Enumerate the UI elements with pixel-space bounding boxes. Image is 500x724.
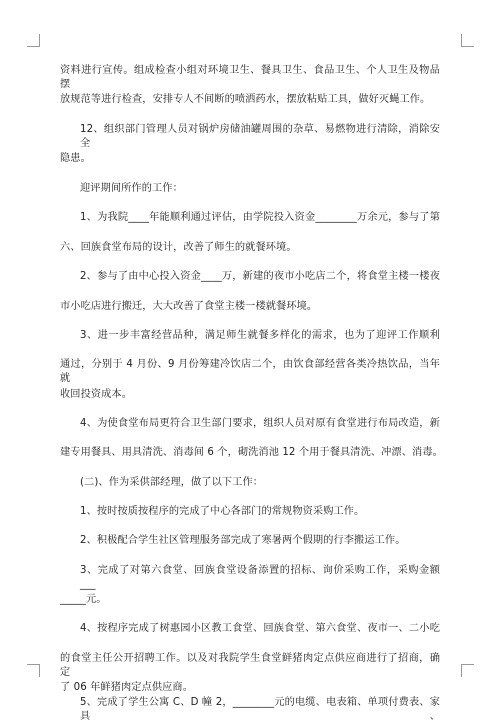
text-line: 通过，分别于 4 月份、9 月份筹建冷饮店二个，由饮食部经营各类冷热饮品，当年就 (60, 359, 440, 384)
text-line: 3、进一步丰富经营品种，满足师生就餐多样化的需求，也为了迎评工作顺利 (80, 330, 440, 341)
text-line: _____元。 (60, 594, 107, 605)
text-line: 1、为我院____年能顺利通过评估，由学院投入资金________万余元，参与了第 (80, 212, 440, 223)
text-line: 3、完成了对第六食堂、回族食堂设备添置的招标、询价采购工作，采购金额___ (80, 565, 440, 590)
page-corner-mark-bottom-left (27, 664, 40, 677)
text-line: 资料进行宣传。组成检查小组对环境卫生、餐具卫生、食品卫生、个人卫生及物品摆 (60, 65, 440, 90)
text-line: 2、积极配合学生社区管理服务部完成了寒暑两个假期的行李搬运工作。 (80, 535, 406, 546)
text-line: 隐患。 (60, 153, 91, 164)
text-line: 5、完成了学生公寓 C、D 幢 2，________元的电缆、电表箱、单项付费表、家具、 (80, 697, 440, 722)
text-line: 放规范等进行检查，安排专人不间断的喷洒药水，摆放粘贴工具，做好灭蝇工作。 (60, 94, 431, 105)
text-line: 收回投资成本。 (60, 389, 133, 400)
text-line: 六、回族食堂布局的设计，改善了师生的就餐环境。 (60, 242, 297, 253)
section-heading: 迎评期间所作的工作： (80, 183, 183, 194)
text-line: 4、为使食堂布局更符合卫生部门要求，组织人员对原有食堂进行布局改造，新 (80, 418, 440, 429)
page-corner-mark-top-left (27, 34, 40, 47)
text-line: 1、按时按质按程序的完成了中心各部门的常规物资采购工作。 (80, 506, 365, 517)
text-line: 了 06 年鲜猪肉定点供应商。 (60, 682, 194, 693)
text-line: 2、参与了由中心投入资金____万，新建的夜市小吃店二个，将食堂主楼一楼夜 (80, 271, 440, 282)
text-line: 12、组织部门管理人员对锅炉房储油罐周围的杂草、易燃物进行清除，消除安全 (80, 124, 440, 149)
section-heading: (二)、作为采供部经理，做了以下工作： (80, 477, 264, 488)
text-line: 市小吃店进行搬迁，大大改善了食堂主楼一楼就餐环境。 (60, 301, 318, 312)
text-line: 建专用餐具、用具清洗、消毒间 6 个，砌洗消池 12 个用于餐具清洗、冲漂、消毒。 (60, 447, 443, 458)
text-line: 4、按程序完成了树惠园小区教工食堂、回族食堂、第六食堂、夜市一、二小吃 (80, 623, 440, 634)
page-corner-mark-bottom-right (461, 664, 474, 677)
page-corner-mark-top-right (461, 34, 474, 47)
text-line: 的食堂主任公开招聘工作。以及对我院学生食堂鲜猪肉定点供应商进行了招商，确定 (60, 653, 440, 678)
